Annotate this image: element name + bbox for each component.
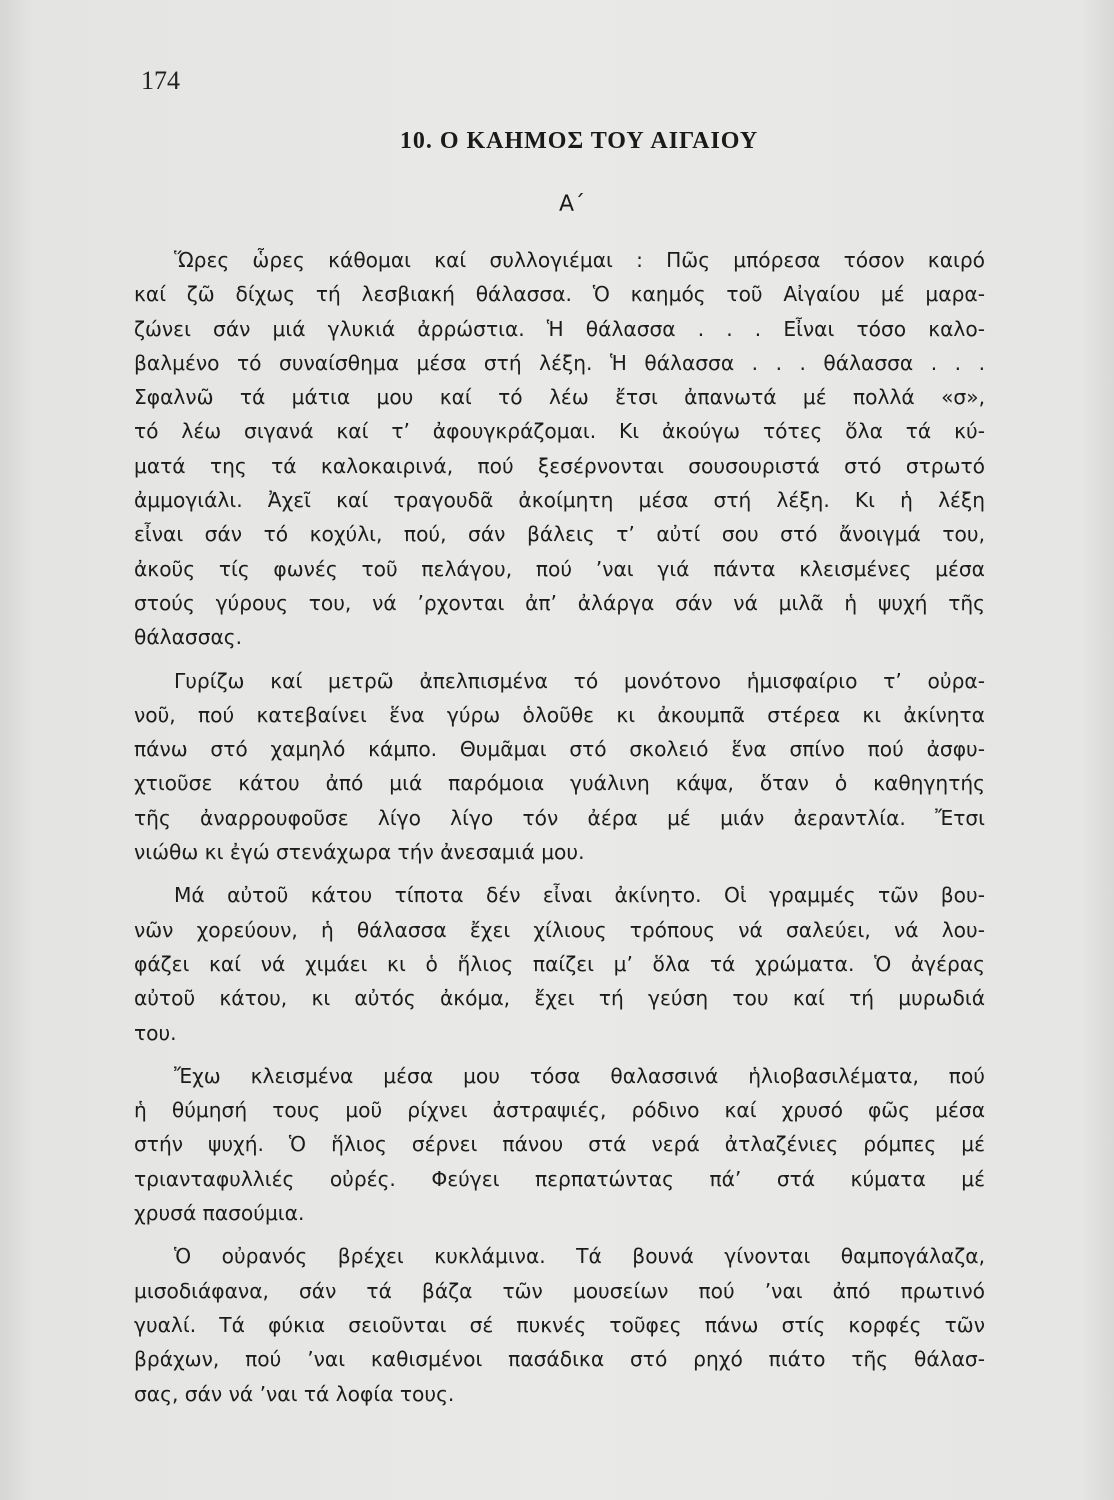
text-line: αὐτοῦ κάτου, κι αὐτός ἀκόμα, ἔχει τή γεύση του καί τή μυρωδιά [134, 986, 985, 1011]
text-line: Μά αὐτοῦ κάτου τίποτα δέν εἶναι ἀκίνητο. Οἱ γραμμές τῶν βου- [174, 883, 985, 908]
text-line: Ὥρες ὧρες κάθομαι καί συλλογιέμαι : Πῶς μπόρεσα τόσον καιρό [174, 248, 985, 272]
chapter-body [134, 243, 985, 1420]
text-line: νιώθω κι ἐγώ στενάχωρα τήν ἀνεσαμιά μου. [134, 840, 585, 865]
chapter-title: 10. Ο ΚΑΗΜΟΣ ΤΟΥ ΑΙΓΑΙΟΥ [399, 128, 759, 154]
text-line: στούς γύρους του, νά ’ρχονται ἀπ’ ἀλάργα σάν νά μιλᾶ ἡ ψυχή τῆς [134, 590, 985, 615]
text-line: εἶναι σάν τό κοχύλι, πού, σάν βάλεις τ’ αὐτί σου στό ἄνοιγμά του, [134, 522, 985, 547]
text-line: νῶν χορεύουν, ἡ θάλασσα ἔχει χίλιους τρόπους νά σαλεύει, νά λου- [134, 917, 985, 942]
text-line: γυαλί. Τά φύκια σειοῦνται σέ πυκνές τοῦφες πάνω στίς κορφές τῶν [134, 1312, 985, 1337]
text-line: ἀκοῦς τίς φωνές τοῦ πελάγου, πού ’ναι γιά πάντα κλεισμένες μέσα [134, 556, 985, 581]
paragraph [134, 243, 985, 655]
text-line: Ὁ οὐρανός βρέχει κυκλάμινα. Τά βουνά γίνονται θαμπογάλαζα, [174, 1244, 985, 1269]
text-line: βράχων, πού ’ναι καθισμένοι πασάδικα στό ρηχό πιάτο τῆς θάλασ- [134, 1347, 985, 1372]
text-line: ἀμμογιάλι. Ἀχεῖ καί τραγουδᾶ ἀκοίμητη μέσα στή λέξη. Κι ἡ λέξη [134, 488, 985, 513]
text-line: τῆς ἀναρρουφοῦσε λίγο λίγο τόν ἀέρα μέ μιάν ἀεραντλία. Ἔτσι [134, 805, 985, 830]
text-line: μισοδιάφανα, σάν τά βάζα τῶν μουσείων πού ’ναι ἀπό πρωτινό [134, 1278, 985, 1303]
text-line: στήν ψυχή. Ὁ ἥλιος σέρνει πάνου στά νερά ἀτλαζένιες ρόμπες μέ [134, 1132, 985, 1157]
text-line: νοῦ, πού κατεβαίνει ἕνα γύρω ὁλοῦθε κι ἀκουμπᾶ στέρεα κι ἀκίνητα [134, 702, 985, 727]
section-mark: Α΄ [558, 192, 586, 217]
text-line: ζώνει σάν μιά γλυκιά ἀρρώστια. Ἡ θάλασσα . . . Εἶναι τόσο καλο- [134, 316, 985, 341]
text-line: πάνω στό χαμηλό κάμπο. Θυμᾶμαι στό σκολειό ἕνα σπίνο πού ἀσφυ- [134, 737, 985, 762]
text-line: Γυρίζω καί μετρῶ ἀπελπισμένα τό μονότονο ἡμισφαίριο τ’ οὐρα- [174, 668, 985, 693]
text-line: του. [134, 1020, 177, 1045]
text-line: ἡ θύμησή τους μοῦ ρίχνει ἀστραψιές, ρόδινο καί χρυσό φῶς μέσα [134, 1098, 985, 1123]
text-line: φάζει καί νά χιμάει κι ὁ ἥλιος παίζει μ’ ὅλα τά χρώματα. Ὁ ἀγέρας [134, 951, 985, 976]
paragraph [134, 878, 985, 1049]
paragraph [134, 664, 985, 870]
text-line: Ἔχω κλεισμένα μέσα μου τόσα θαλασσινά ἡλιοβασιλέματα, πού [174, 1063, 985, 1088]
text-line: ματά της τά καλοκαιρινά, πού ξεσέρνονται σουσουριστά στό στρωτό [134, 453, 985, 478]
paragraph [134, 1239, 985, 1410]
text-line: θάλασσας. [134, 625, 243, 650]
text-line: καί ζῶ δίχως τή λεσβιακή θάλασσα. Ὁ καημός τοῦ Αἰγαίου μέ μαρα- [134, 282, 985, 307]
text-line: Σφαλνῶ τά μάτια μου καί τό λέω ἔτσι ἀπανωτά μέ πολλά «σ», [134, 385, 985, 410]
text-line: χτιοῦσε κάτου ἀπό μιά παρόμοια γυάλινη κάψα, ὅταν ὁ καθηγητής [134, 771, 985, 796]
text-line: βαλμένο τό συναίσθημα μέσα στή λέξη. Ἡ θάλασσα . . . θάλασσα . . . [134, 350, 985, 375]
text-line: τριανταφυλλιές οὐρές. Φεύγει περπατώντας πά’ στά κύματα μέ [134, 1166, 985, 1191]
page-number: 174 [141, 66, 180, 95]
text-line: τό λέω σιγανά καί τ’ ἀφουγκράζομαι. Κι ἀκούγω τότες ὅλα τά κύ- [134, 419, 985, 444]
text-line: σας, σάν νά ’ναι τά λοφία τους. [134, 1381, 455, 1406]
text-line: χρυσά πασούμια. [134, 1201, 305, 1226]
paragraph [134, 1059, 985, 1230]
